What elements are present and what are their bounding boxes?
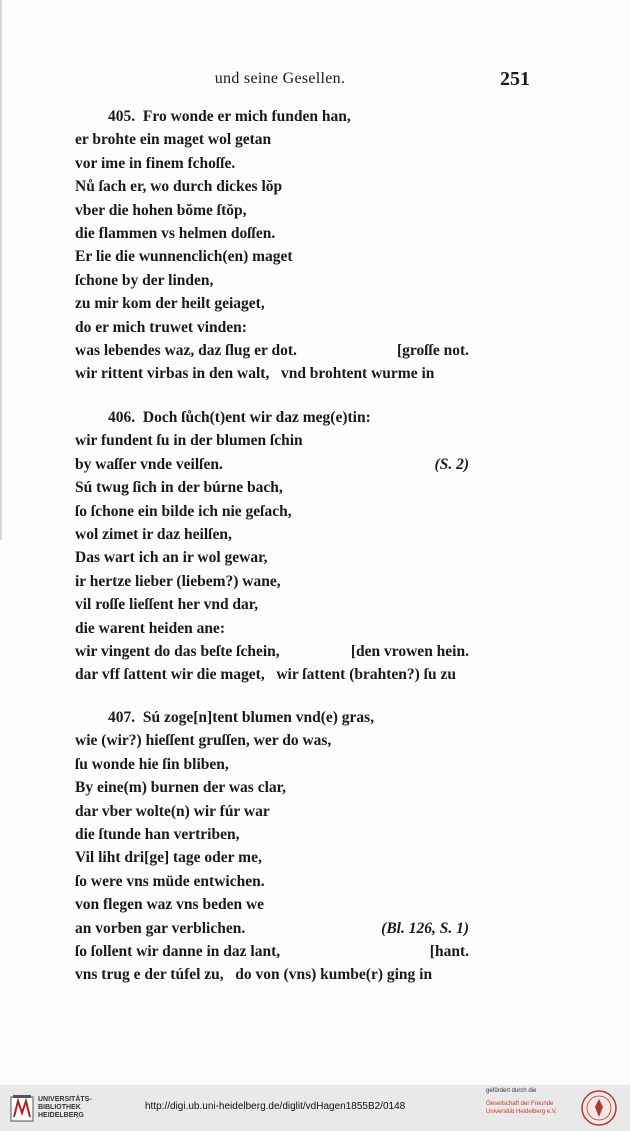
university-library-logo-icon[interactable] xyxy=(8,1093,36,1123)
verse-line-text: Das wart ich an ir wol gewar, xyxy=(75,549,268,567)
uni-line-3: HEIDELBERG xyxy=(38,1112,84,1119)
verse-line xyxy=(75,199,555,222)
verse-line-text: dar vber wolte(n) wir fúr war xyxy=(75,802,270,820)
verse-line xyxy=(75,940,555,963)
permalink-url[interactable]: http://digi.ub.uni-heidelberg.de/diglit/vdHagen1855B2/0148 xyxy=(145,1101,406,1112)
verse-line-text: vber die hohen bŏme ſtŏp, xyxy=(75,201,247,219)
verse-line-text: von flegen waz vns beden we xyxy=(75,896,265,914)
verse-line xyxy=(75,617,555,640)
verse-line-text: an vorben gar verblichen. xyxy=(75,919,246,937)
verse-line xyxy=(75,152,555,175)
verse-line-text: die ſtunde han vertriben, xyxy=(75,826,240,843)
verse-line xyxy=(75,500,555,523)
verse-line xyxy=(75,893,555,916)
page-header xyxy=(0,70,630,94)
university-library-name[interactable] xyxy=(38,1096,92,1120)
verse-line-text: die warent heiden ane: xyxy=(75,619,225,637)
verse-line xyxy=(75,593,555,616)
verse-line xyxy=(75,316,555,339)
university-seal-icon[interactable] xyxy=(580,1089,618,1127)
verse-line-text: vil roſſe lieſſent her vnd dar, xyxy=(75,596,259,614)
verse-line xyxy=(75,362,555,385)
uni-line-2: BIBLIOTHEK xyxy=(38,1104,81,1111)
verse-line-text: 406. Doch ſůch(t)ent wir daz meg(e)tin: xyxy=(108,409,371,426)
verse-line-text: wir rittent virbas in den walt, vnd brohtent wurme in xyxy=(75,365,435,383)
verse-line-text: vor ime in finem fchoſſe. xyxy=(75,154,236,172)
society-line-2: Universität Heidelberg e.V. xyxy=(486,1109,557,1115)
verse-line-text: do er mich truwet vinden: xyxy=(75,318,247,336)
verse-line xyxy=(75,476,555,499)
verse-line xyxy=(75,222,555,245)
verse-line xyxy=(75,128,555,151)
verse-line-text: wol zimet ir daz heilſen, xyxy=(75,526,232,543)
verse-line-continuation: [groſſe not. xyxy=(396,342,469,359)
verse-line-text: ſo were vns müde entwichen. xyxy=(75,872,265,890)
verse-line xyxy=(75,846,555,869)
manuscript-reference: (S. 2) xyxy=(434,455,469,473)
verse-line xyxy=(75,269,555,292)
verse-line xyxy=(75,870,555,893)
society-line-1: Gesellschaft der Freunde xyxy=(486,1101,554,1107)
verse-line xyxy=(75,753,555,776)
verse-line xyxy=(75,570,555,593)
verse-line xyxy=(75,729,555,752)
viewer-footer xyxy=(0,1085,630,1131)
verse-line-text: By eine(m) burnen der was clar, xyxy=(75,779,286,797)
verse-line-text: dar vff ſattent wir die maget, wir ſattent (brahten?) ſu zu xyxy=(75,666,456,684)
verse-line-text: by waſſer vnde veilſen. xyxy=(75,455,223,473)
verse-line-text: wir fundent ſu in der blumen ſchin xyxy=(75,432,303,450)
verse-line xyxy=(108,706,588,729)
verse-line-text: ſchone by der linden, xyxy=(75,271,214,289)
verse-line-text: 405. Fro wonde er mich funden han, xyxy=(108,108,351,125)
verse-line-text: vns trug e der túfel zu, do von (vns) kumbe(r) ging in xyxy=(75,966,433,984)
verse-line xyxy=(75,339,555,362)
verse-line xyxy=(108,105,588,128)
verse-line-text: ſu wonde hie ſin bliben, xyxy=(75,755,229,773)
verse-line-text: Er lie die wunnenclich(en) maget xyxy=(75,248,293,266)
verse-line xyxy=(75,175,555,198)
uni-line-1: UNIVERSITÄTS- xyxy=(38,1096,92,1103)
verse-line xyxy=(75,429,555,452)
verse-line xyxy=(75,823,555,846)
society-name[interactable] xyxy=(486,1100,572,1116)
verse-line-text: die flammen vs helmen doſſen. xyxy=(75,225,276,242)
verse-line xyxy=(75,663,555,686)
manuscript-reference: (Bl. 126, S. 1) xyxy=(381,919,469,937)
verse-line-text: ſo ſchone ein bilde ich nie geſach, xyxy=(75,502,292,520)
verse-line xyxy=(75,523,555,546)
verse-line-text: zu mir kom der heilt geiaget, xyxy=(75,295,265,313)
verse-line-text: ir hertze lieber (liebem?) wane, xyxy=(75,572,281,590)
verse-line xyxy=(75,245,555,268)
verse-line-text: Nů ſach er, wo durch dickes lŏp xyxy=(75,178,283,196)
verse-line-text: wie (wir?) hieſſent gruſſen, wer do was, xyxy=(75,732,332,750)
verse-line xyxy=(75,800,555,823)
verse-line xyxy=(75,917,555,940)
verse-line-text: ſo ſollent wir danne in daz lant, xyxy=(75,943,281,960)
verse-line xyxy=(75,292,555,315)
verse-line xyxy=(75,453,555,476)
verse-line xyxy=(75,640,555,663)
verse-line-text: Sú twug ſich in der búrne bach, xyxy=(75,479,283,497)
running-title: und seine Gesellen. xyxy=(214,70,346,87)
verse-line xyxy=(75,963,555,986)
verse-line-text: 407. Sú zoge[n]tent blumen vnd(e) gras, xyxy=(108,709,375,726)
verse-line-text: er brohte ein maget wol getan xyxy=(75,131,272,149)
verse-line-text: was lebendes waz, daz ſlug er dot. xyxy=(75,342,297,359)
funded-by-label: gefördert durch die xyxy=(486,1088,537,1094)
verse-line-continuation: [hant. xyxy=(429,943,469,960)
verse-line-continuation: [den vrowen hein. xyxy=(350,643,469,660)
verse-line-text: wir vingent do das beſte ſchein, xyxy=(75,643,280,660)
verse-line-text: Vil liht dri[ge] tage oder me, xyxy=(75,849,262,867)
verse-line xyxy=(75,546,555,569)
verse-line xyxy=(75,776,555,799)
verse-line xyxy=(108,406,588,429)
page-number: 251 xyxy=(500,68,530,90)
